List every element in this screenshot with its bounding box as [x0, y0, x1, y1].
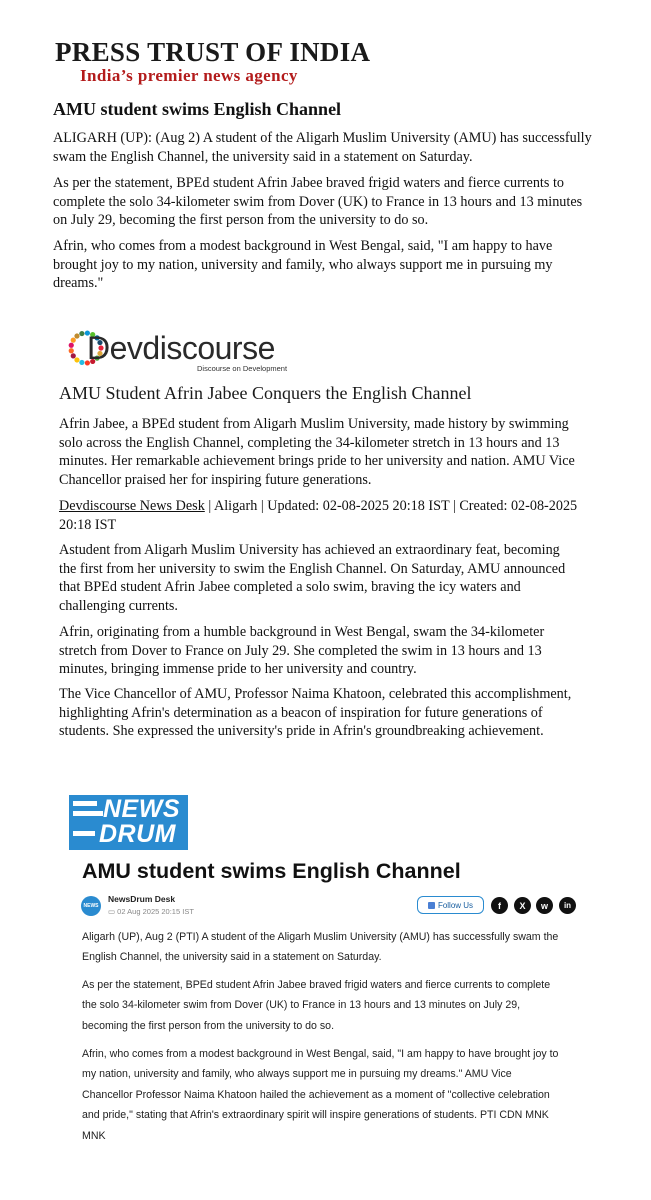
newsdrum-paragraph-1: Aligarh (UP), Aug 2 (PTI) A student of the Aligarh Muslim University (AMU) has successfully swam the English Channel, the university said in a statement on Saturday. [82, 931, 559, 964]
pti-paragraph-2: As per the statement, BPEd student Afrin Jabee braved frigid waters and fierce currents to complete the solo 34-kilometer swim from Dover (UK) to France in 13 hours and 13 minutes on July 29, becoming the first person from the university to do so. [53, 175, 583, 229]
linkedin-icon[interactable]: in [559, 897, 576, 914]
whatsapp-icon[interactable]: w [536, 897, 553, 914]
meta-details: | Aligarh | Updated: 02-08-2025 20:18 IST | Created: 02-08-2025 20:18 IST [59, 498, 578, 533]
publish-date-text: 02 Aug 2025 20:15 IST [117, 907, 194, 916]
news-icon [428, 902, 435, 909]
devdiscourse-meta [59, 497, 579, 534]
facebook-icon[interactable]: f [491, 897, 508, 914]
pti-paragraph-1: ALIGARH (UP): (Aug 2) A student of the Aligarh Muslim University (AMU) has successfully swam the English Channel, the university said in a statement on Saturday. [53, 130, 592, 165]
newsdrum-paragraph-3: Afrin, who comes from a modest background in West Bengal, said, "I am happy to have brought joy to my nation, university and family, who always support me in pursuing my dreams." AMU Vice Chancellor Professor Naima Khatoon hailed the achievement as a moment of "collective celebration and pride," stating that Afrin's extraordinary spirit will inspire generations of students. PTI CDN MNK MNK [82, 1048, 559, 1142]
pti-logo-name: PRESS TRUST OF INDIA [55, 37, 371, 67]
author-link[interactable]: Devdiscourse News Desk [59, 498, 205, 514]
pti-logo [55, 38, 375, 86]
newsdrum-paragraph-2: As per the statement, BPEd student Afrin Jabee braved frigid waters and fierce currents to complete the solo 34-kilometer swim from Dover (UK) to France in 13 hours and 13 minutes on July 29, becoming the first person from the university to do so. [82, 979, 551, 1032]
devdiscourse-logo [66, 328, 288, 376]
follow-us-button[interactable] [417, 896, 484, 914]
author-name[interactable]: NewsDrum Desk [108, 894, 176, 904]
avatar: NEWS DRUM [81, 896, 101, 916]
pti-logo-tagline: India’s premier news agency [80, 66, 298, 85]
devdiscourse-logo-name: Devdiscourse [87, 330, 275, 366]
devdiscourse-paragraph-1: Astudent from Aligarh Muslim University has achieved an extraordinary feat, becoming the first from her university to swim the English Channel. On Saturday, AMU announced that BPEd student Afrin Jabee completed a solo swim, braving the icy waters and challenging currents. [59, 542, 566, 614]
devdiscourse-paragraph-2: Afrin, originating from a humble background in West Bengal, swam the 34-kilometer stretch from Dover to France on July 29. She completed the swim in 13 hours and 13 minutes, bringing immense pride to her university and country. [59, 624, 545, 678]
newsdrum-headline: AMU student swims English Channel [82, 859, 461, 883]
newsdrum-logo [69, 795, 188, 850]
devdiscourse-headline: AMU Student Afrin Jabee Conquers the English Channel [59, 383, 472, 403]
calendar-icon: ▭ [108, 907, 118, 916]
pti-headline: AMU student swims English Channel [53, 99, 342, 119]
publish-date [108, 907, 194, 916]
devdiscourse-logo-tagline: Discourse on Development [197, 364, 288, 373]
x-twitter-icon[interactable]: X [514, 897, 531, 914]
devdiscourse-summary: Afrin Jabee, a BPEd student from Aligarh Muslim University, made history by swimming solo across the English Channel, completing the 34-kilometer stretch in 13 hours and 13 minutes. Her remarkable achievement brings pride to her university and nation. AMU Vice Chancellor praised her for inspiring future generations. [59, 416, 575, 488]
newsdrum-logo-line2: DRUM [99, 820, 176, 848]
pti-paragraph-3: Afrin, who comes from a modest background in West Bengal, said, "I am happy to have brought joy to my nation, university and family, who always support me in pursuing my dreams." [53, 238, 553, 292]
newsdrum-logo-line1: NEWS [103, 795, 180, 823]
follow-us-label: Follow Us [437, 900, 474, 910]
devdiscourse-paragraph-3: The Vice Chancellor of AMU, Professor Naima Khatoon, celebrated this accomplishment, highlighting Afrin's determination as a beacon of inspiration for future generations of students. She expressed the university's pride in Afrin's groundbreaking achievement. [59, 686, 572, 740]
